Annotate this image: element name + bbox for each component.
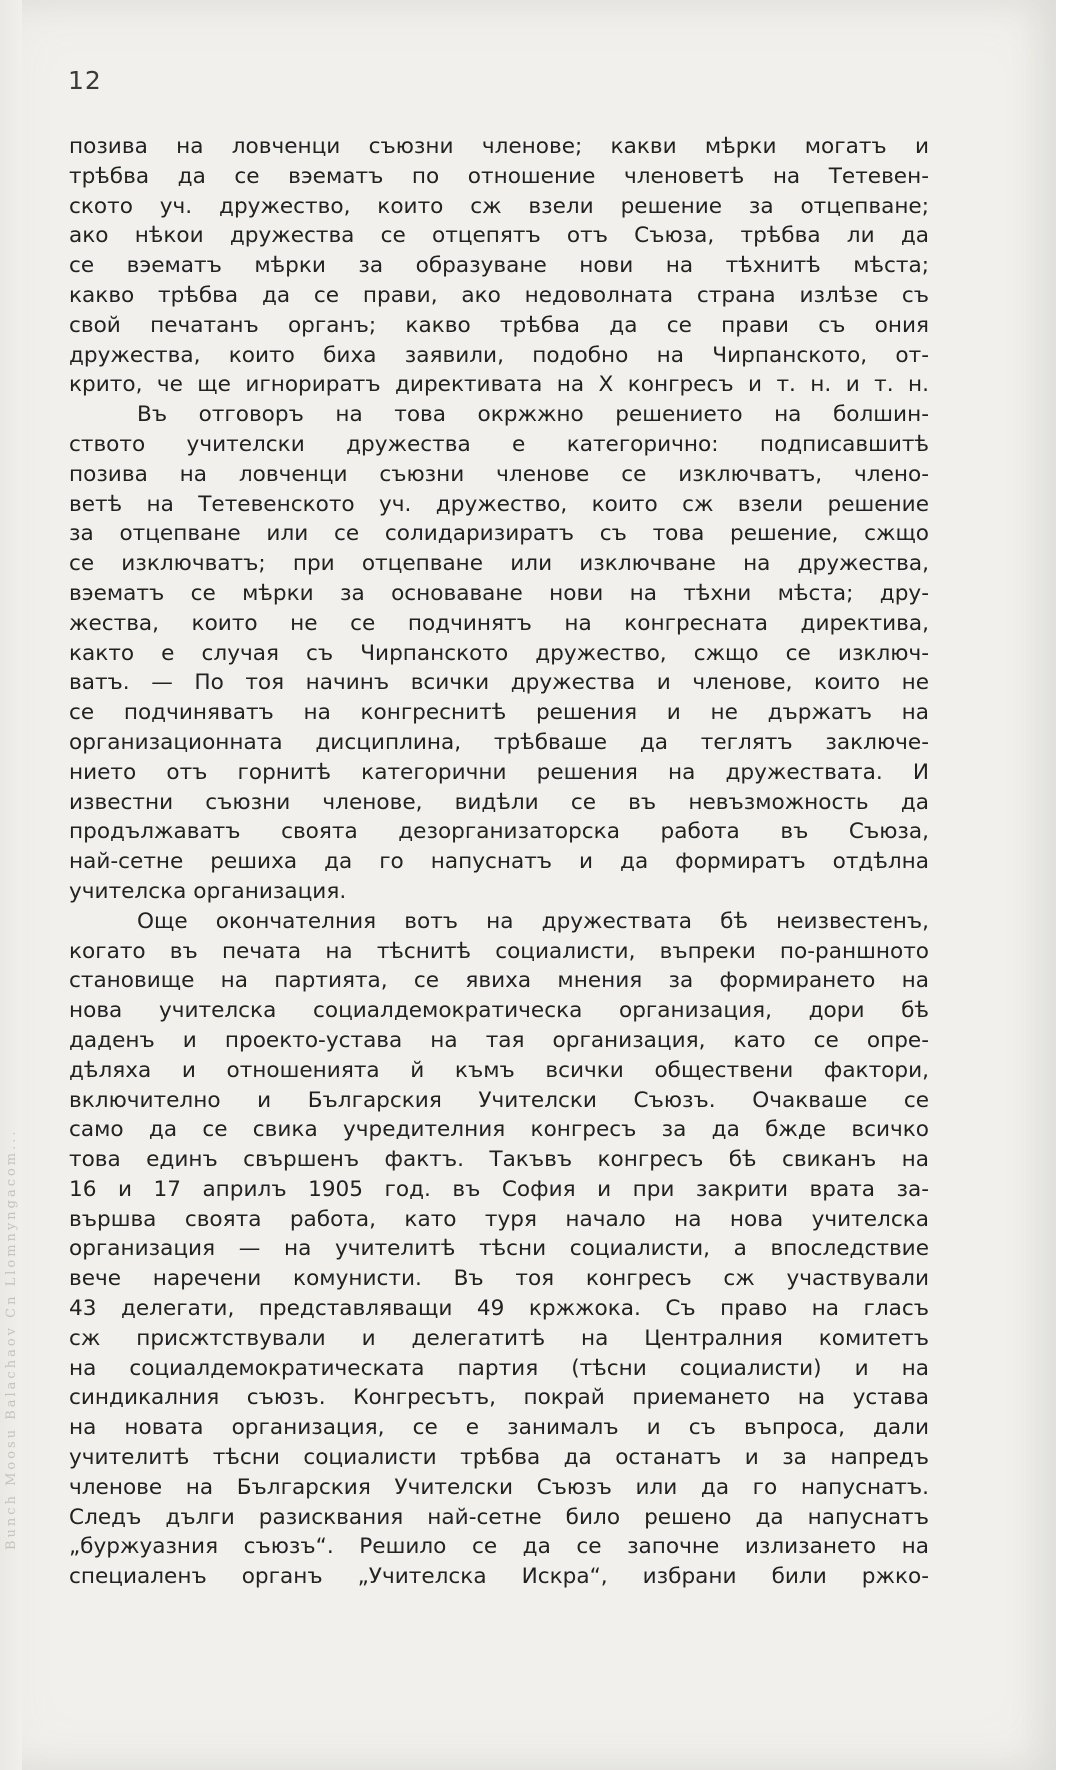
text-line: на социалдемократическата партия (тѣсни социалисти) и на bbox=[69, 1355, 929, 1381]
text-line: само да се свика учредителния конгресъ за да бжде всичко bbox=[69, 1117, 929, 1143]
text-line: специаленъ органъ „Учителска Искра“, избрани били ржко- bbox=[69, 1564, 929, 1590]
body-text bbox=[69, 132, 929, 1592]
page-number: 12 bbox=[68, 66, 102, 95]
text-line: най-сетне решиха да го напуснатъ и да формиратъ отдѣлна bbox=[69, 849, 929, 875]
margin-bleed-text: Bunch Moosu Balachaov Cn Llomnyngacom... bbox=[4, 1128, 19, 1550]
text-line: синдикалния съюзъ. Конгресътъ, покрай приемането на устава bbox=[69, 1385, 929, 1411]
text-line: становище на партията, се явиха мнения за формирането на bbox=[69, 968, 929, 994]
text-line: се изключватъ; при отцепване или изключване на дружества, bbox=[69, 551, 929, 577]
text-line: Още окончателния вотъ на дружествата бѣ неизвестенъ, bbox=[137, 908, 929, 934]
text-line: това единъ свършенъ фактъ. Такъвъ конгресъ бѣ свиканъ на bbox=[69, 1147, 929, 1173]
text-line: Следъ дълги разисквания най-сетне било решено да напуснатъ bbox=[69, 1504, 929, 1530]
text-line: 16 и 17 априлъ 1905 год. въ София и при закрити врата за- bbox=[69, 1176, 929, 1202]
text-line: дѣляха и отношенията й къмъ всички обществени фактори, bbox=[69, 1057, 929, 1083]
text-line: крито, че ще игнориратъ директивата на X конгресъ и т. н. и т. н. bbox=[69, 372, 929, 398]
text-line: организация — на учителитѣ тѣсни социалисти, а впоследствие bbox=[69, 1236, 929, 1262]
text-line: включително и Българския Учителски Съюзъ. Очакваше се bbox=[69, 1087, 929, 1113]
text-line: нова учителска социалдемократическа организация, дори бѣ bbox=[69, 998, 929, 1024]
text-line: на новата организация, се е занималъ и съ въпроса, дали bbox=[69, 1415, 929, 1441]
text-line: се подчиняватъ на конгреснитѣ решения и не държатъ на bbox=[69, 700, 929, 726]
text-line: Въ отговоръ на това окржжно решението на болшин- bbox=[137, 402, 929, 428]
text-line: учителска организация. bbox=[69, 878, 347, 904]
text-line: членове на Българския Учителски Съюзъ или да го напуснатъ. bbox=[69, 1474, 929, 1500]
text-line: за отцепване или се солидаризиратъ съ това решение, сжщо bbox=[69, 521, 929, 547]
text-line: нието отъ горнитѣ категорични решения на дружествата. И bbox=[69, 759, 929, 785]
text-line: даденъ и проекто-устава на тая организация, като се опре- bbox=[69, 1027, 929, 1053]
text-line: жества, които не се подчинятъ на конгресната директива, bbox=[69, 610, 929, 636]
text-line: продължаватъ своята дезорганизаторска работа въ Съюза, bbox=[69, 819, 929, 845]
text-line: свой печатанъ органъ; какво трѣбва да се прави съ ония bbox=[69, 312, 929, 338]
text-line: учителитѣ тѣсни социалисти трѣбва да останатъ и за напредъ bbox=[69, 1445, 929, 1471]
paragraph-1 bbox=[69, 132, 929, 400]
paragraph-2 bbox=[69, 400, 929, 907]
text-line: позива на ловченци съюзни членове се изключватъ, члено- bbox=[69, 461, 929, 487]
paragraph-3 bbox=[69, 907, 929, 1592]
text-line: известни съюзни членове, видѣли се въ невъзможность да bbox=[69, 789, 929, 815]
text-line: сж присжтствували и делегатитѣ на Централния комитетъ bbox=[69, 1325, 929, 1351]
text-line: дружества, които биха заявили, подобно на Чирпанското, от- bbox=[69, 342, 929, 368]
text-line: както е случая съ Чирпанското дружество, сжщо се изключ- bbox=[69, 640, 929, 666]
text-line: когато въ печата на тѣснитѣ социалисти, въпреки по-раншното bbox=[69, 938, 929, 964]
text-line: 43 делегати, представляващи 49 кржжока. Съ право на гласъ bbox=[69, 1296, 929, 1322]
text-line: „буржуазния съюзъ“. Решило се да се започне излизането на bbox=[69, 1534, 929, 1560]
text-line: ветѣ на Тетевенското уч. дружество, които сж взели решение bbox=[69, 491, 929, 517]
text-line: се вэематъ мѣрки за образуване нови на тѣхнитѣ мѣста; bbox=[69, 253, 929, 279]
text-line: вэематъ се мѣрки за основаване нови на тѣхни мѣста; дру- bbox=[69, 580, 929, 606]
text-line: вършва своята работа, като туря начало на нова учителска bbox=[69, 1206, 929, 1232]
text-line: ството учителски дружества е категорично: подписавшитѣ bbox=[69, 431, 929, 457]
text-line: ското уч. дружество, които сж взели решение за отцепване; bbox=[69, 193, 929, 219]
text-line: ако нѣкои дружества се отцепятъ отъ Съюза, трѣбва ли да bbox=[69, 223, 929, 249]
text-line: вече наречени комунисти. Въ тоя конгресъ сж участвували bbox=[69, 1266, 929, 1292]
text-line: трѣбва да се вэематъ по отношение членоветѣ на Тетевен- bbox=[69, 163, 929, 189]
text-line: организационната дисциплина, трѣбваше да теглятъ заключе- bbox=[69, 729, 929, 755]
text-line: ватъ. — По тоя начинъ всички дружества и членове, които не bbox=[69, 670, 929, 696]
text-line: позива на ловченци съюзни членове; какви мѣрки могатъ и bbox=[69, 134, 929, 159]
text-line: какво трѣбва да се прави, ако недоволната страна излѣзе съ bbox=[69, 282, 929, 308]
